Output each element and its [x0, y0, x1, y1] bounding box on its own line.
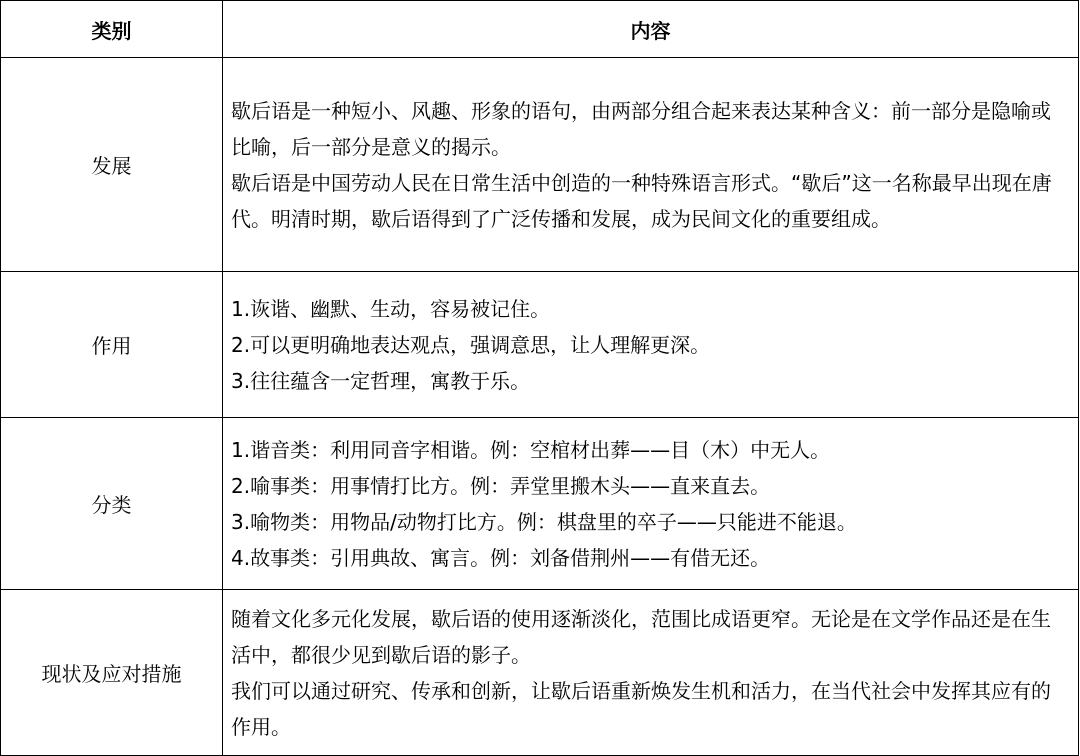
row-content-status-measures [223, 590, 1079, 756]
content-line: 2.喻事类：用事情打比方。例：弄堂里搬木头——直来直去。 [231, 473, 771, 498]
row-category-development: 发展 [1, 58, 223, 272]
content-line: 3.往往蕴含一定哲理，寓教于乐。 [231, 368, 531, 393]
content-line: 2.可以更明确地表达观点，强调意思，让人理解更深。 [231, 332, 711, 357]
table-row [1, 590, 1079, 756]
content-line: 歇后语是中国劳动人民在日常生活中创造的一种特殊语言形式。“歇后”这一名称最早出现在唐代。明清时期，歇后语得到了广泛传播和发展，成为民间文化的重要组成。 [231, 170, 1052, 231]
table-row [1, 58, 1079, 272]
header-category: 类别 [1, 1, 223, 58]
row-content-development [223, 58, 1079, 272]
content-line: 我们可以通过研究、传承和创新，让歇后语重新焕发生机和活力，在当代社会中发挥其应有的作用。 [231, 678, 1051, 739]
table-row [1, 418, 1079, 590]
content-line: 歇后语是一种短小、风趣、形象的语句，由两部分组合起来表达某种含义：前一部分是隐喻或比喻，后一部分是意义的揭示。 [231, 98, 1051, 159]
row-content-classification [223, 418, 1079, 590]
content-line: 3.喻物类：用物品/动物打比方。例：棋盘里的卒子——只能进不能退。 [231, 509, 857, 534]
row-category-classification: 分类 [1, 418, 223, 590]
row-content-function [223, 272, 1079, 418]
table-row [1, 272, 1079, 418]
row-category-function: 作用 [1, 272, 223, 418]
content-line: 随着文化多元化发展，歇后语的使用逐渐淡化，范围比成语更窄。无论是在文学作品还是在生活中，都很少见到歇后语的影子。 [231, 606, 1051, 667]
content-line: 1.谐音类：利用同音字相谐。例：空棺材出葬——目（木）中无人。 [231, 437, 831, 462]
header-row [1, 1, 1079, 58]
content-line: 4.故事类：引用典故、寓言。例：刘备借荆州——有借无还。 [231, 545, 771, 570]
content-line: 1.诙谐、幽默、生动，容易被记住。 [231, 296, 551, 321]
header-content: 内容 [223, 1, 1079, 58]
row-category-status-measures: 现状及应对措施 [1, 590, 223, 756]
